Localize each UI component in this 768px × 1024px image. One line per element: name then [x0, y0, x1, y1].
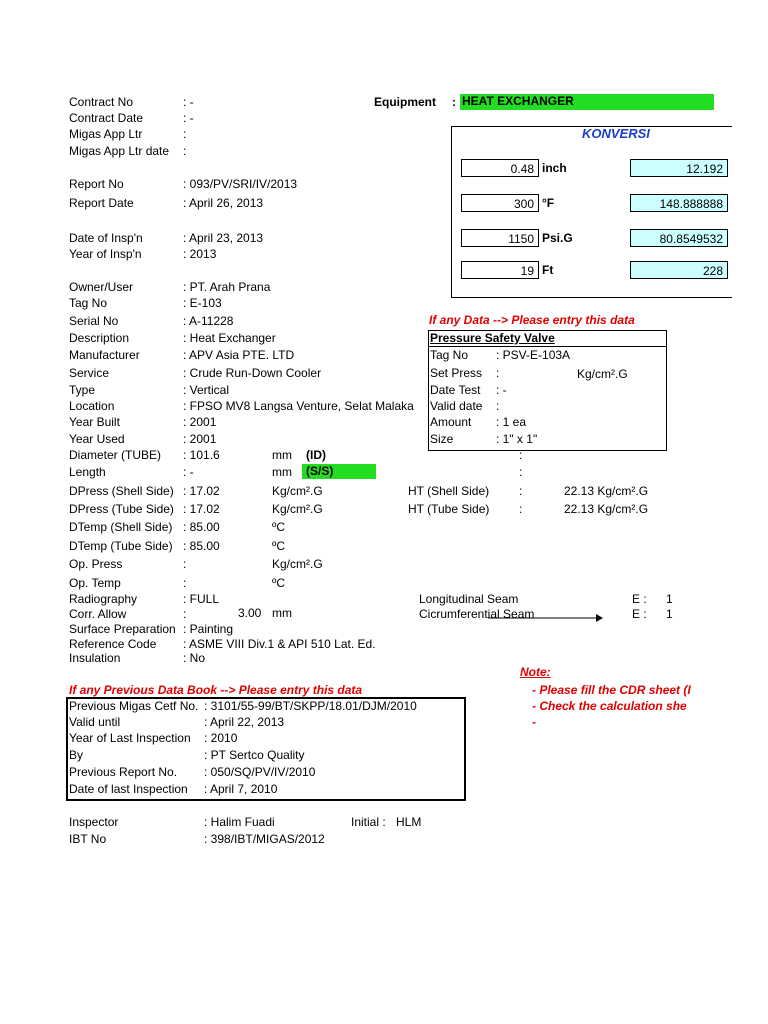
field-label: Length	[69, 465, 106, 479]
konversi-unit: Psi.G	[542, 231, 573, 245]
field-label: DPress (Shell Side)	[69, 484, 174, 498]
konversi-input[interactable]: 0.48	[461, 159, 539, 177]
field-label: Diameter (TUBE)	[69, 448, 162, 462]
field-label: Reference Code	[69, 637, 157, 651]
psv-value: : 1" x 1"	[496, 432, 538, 446]
konversi-unit: Ft	[542, 263, 554, 277]
psv-value: : PSV-E-103A	[496, 348, 571, 362]
psv-label: Set Press	[430, 366, 483, 380]
previous-value: : April 22, 2013	[204, 715, 285, 729]
konversi-input[interactable]: 300	[461, 194, 539, 212]
field-label: DTemp (Tube Side)	[69, 539, 173, 553]
field-value: : 85.00	[183, 539, 220, 553]
inspector-value: : Halim Fuadi	[204, 815, 275, 829]
previous-value: : 2010	[204, 731, 238, 745]
field-label: Tag No	[69, 296, 108, 310]
field-value: :	[183, 127, 187, 141]
psv-value: : 1 ea	[496, 415, 527, 429]
circumferential-seam-e: E :	[632, 607, 647, 621]
field-label: Service	[69, 366, 110, 380]
unit-dtemp-tube: ºC	[272, 539, 286, 553]
psv-set-press-unit: Kg/cm².G	[577, 367, 628, 381]
previous-label: Date of last Inspection	[69, 782, 188, 796]
note-item-3: -	[532, 715, 536, 729]
previous-label: Previous Report No.	[69, 765, 178, 779]
previous-value: : 050/SQ/PV/IV/2010	[204, 765, 316, 779]
previous-label: Previous Migas Cetf No.	[69, 699, 199, 713]
circumferential-seam-value: 1	[666, 607, 673, 621]
field-value: : No	[183, 651, 206, 665]
field-label: Date of Insp'n	[69, 231, 143, 245]
longitudinal-seam-value: 1	[666, 592, 673, 606]
konversi-title: KONVERSI	[582, 126, 650, 141]
field-value: :	[183, 144, 187, 158]
field-label: Migas App Ltr date	[69, 144, 170, 158]
previous-label: By	[69, 748, 84, 762]
field-label: Owner/User	[69, 280, 134, 294]
ht-tube-sep: :	[519, 502, 523, 516]
ht-shell-label: HT (Shell Side)	[408, 484, 490, 498]
field-label: Op. Press	[69, 557, 123, 571]
previous-label: Valid until	[69, 715, 121, 729]
circumferential-seam-label: Cicrumferential Seam	[419, 607, 535, 621]
field-value: : A-11228	[183, 314, 234, 328]
previous-value: : 3101/55-99/BT/SKPP/18.01/DJM/2010	[204, 699, 417, 713]
previous-value: : April 7, 2010	[204, 782, 278, 796]
field-value: : 2013	[183, 247, 217, 261]
field-label: Location	[69, 399, 115, 413]
field-label: Type	[69, 383, 96, 397]
field-label: Insulation	[69, 651, 121, 665]
field-value: : Painting	[183, 622, 234, 636]
ht-shell-value: 22.13 Kg/cm².G	[564, 484, 649, 498]
field-value: : APV Asia PTE. LTD	[183, 348, 295, 362]
unit-dpress-shell: Kg/cm².G	[272, 484, 323, 498]
field-value: :	[183, 607, 187, 621]
unit-op-press: Kg/cm².G	[272, 557, 323, 571]
konversi-output: 228	[630, 261, 728, 279]
psv-label: Amount	[430, 415, 472, 429]
field-value: : 2001	[183, 415, 217, 429]
field-label: Corr. Allow	[69, 607, 127, 621]
field-value: : Crude Run-Down Cooler	[183, 366, 322, 380]
arrow-right-icon	[488, 612, 604, 624]
psv-value: : -	[496, 383, 507, 397]
field-value: : 093/PV/SRI/IV/2013	[183, 177, 298, 191]
field-label: Report Date	[69, 196, 134, 210]
previous-value: : PT Sertco Quality	[204, 748, 305, 762]
field-value: : April 23, 2013	[183, 231, 264, 245]
field-value: : 2001	[183, 432, 217, 446]
unit-op-temp: ºC	[272, 576, 286, 590]
field-label: Year Used	[69, 432, 125, 446]
field-label: Op. Temp	[69, 576, 121, 590]
note-title: Note:	[520, 665, 551, 679]
field-label: DTemp (Shell Side)	[69, 520, 173, 534]
field-label: Contract Date	[69, 111, 144, 125]
field-value: : 17.02	[183, 502, 220, 516]
konversi-input[interactable]: 1150	[461, 229, 539, 247]
ht-shell-sep: :	[519, 484, 523, 498]
field-value: : PT. Arah Prana	[183, 280, 271, 294]
ht-tube-label: HT (Tube Side)	[408, 502, 490, 516]
psv-label: Tag No	[430, 348, 469, 362]
konversi-output: 148.888888	[630, 194, 728, 212]
psv-label: Valid date	[430, 399, 483, 413]
konversi-output: 80.8549532	[630, 229, 728, 247]
field-label: Radiography	[69, 592, 138, 606]
inspector-label: Inspector	[69, 815, 119, 829]
field-value: : -	[183, 465, 194, 479]
konversi-unit: °F	[542, 196, 555, 210]
field-label: Report No	[69, 177, 124, 191]
ht-colon-a: :	[519, 448, 523, 462]
field-value: : 85.00	[183, 520, 220, 534]
field-value: : 17.02	[183, 484, 220, 498]
psv-divider	[428, 346, 667, 347]
equipment-value: HEAT EXCHANGER	[460, 94, 714, 110]
field-value: :	[183, 576, 187, 590]
unit-length: mm	[272, 465, 292, 479]
field-label: DPress (Tube Side)	[69, 502, 174, 516]
unit-ss: (S/S)	[302, 464, 376, 479]
ht-colon-b: :	[519, 465, 523, 479]
field-label: Serial No	[69, 314, 119, 328]
field-value: : -	[183, 111, 194, 125]
konversi-unit: inch	[542, 161, 567, 175]
psv-label: Size	[430, 432, 454, 446]
ht-tube-value: 22.13 Kg/cm².G	[564, 502, 649, 516]
field-label: Year of Insp'n	[69, 247, 142, 261]
field-label: Year Built	[69, 415, 120, 429]
psv-value: :	[496, 366, 500, 380]
field-label: Manufacturer	[69, 348, 140, 362]
initial-label: Initial :	[351, 815, 386, 829]
konversi-output: 12.192	[630, 159, 728, 177]
psv-note: If any Data --> Please entry this data	[429, 313, 635, 327]
field-value: : Heat Exchanger	[183, 331, 276, 345]
unit-diameter: mm	[272, 448, 292, 462]
corr-allow-value: 3.00	[238, 606, 262, 620]
field-value: : FPSO MV8 Langsa Venture, Selat Malaka	[183, 399, 414, 413]
field-label: Contract No	[69, 95, 134, 109]
unit-dpress-tube: Kg/cm².G	[272, 502, 323, 516]
ibt-label: IBT No	[69, 832, 107, 846]
equipment-separator: :	[452, 95, 456, 109]
note-item-2: - Check the calculation she	[532, 699, 687, 713]
unit-dtemp-shell: ºC	[272, 520, 286, 534]
previous-note: If any Previous Data Book --> Please entry this data	[69, 683, 363, 697]
field-value: :	[183, 557, 187, 571]
ibt-value: : 398/IBT/MIGAS/2012	[204, 832, 325, 846]
unit-id: (ID)	[306, 448, 326, 462]
field-value: : April 26, 2013	[183, 196, 264, 210]
longitudinal-seam-label: Longitudinal Seam	[419, 592, 519, 606]
field-value: : E-103	[183, 296, 222, 310]
equipment-label: Equipment	[374, 95, 436, 109]
field-value: : Vertical	[183, 383, 230, 397]
longitudinal-seam-e: E :	[632, 592, 647, 606]
initial-value: HLM	[396, 815, 422, 829]
note-item-1: - Please fill the CDR sheet (I	[532, 683, 691, 697]
field-value: : 101.6	[183, 448, 220, 462]
psv-label: Date Test	[430, 383, 481, 397]
corr-allow-unit: mm	[272, 606, 292, 620]
field-value: : ASME VIII Div.1 & API 510 Lat. Ed.	[183, 637, 376, 651]
field-label: Description	[69, 331, 130, 345]
psv-title: Pressure Safety Valve	[430, 331, 555, 345]
field-label: Surface Preparation	[69, 622, 176, 636]
previous-label: Year of Last Inspection	[69, 731, 191, 745]
konversi-input[interactable]: 19	[461, 261, 539, 279]
field-value: : -	[183, 95, 194, 109]
psv-value: :	[496, 399, 500, 413]
field-label: Migas App Ltr	[69, 127, 143, 141]
field-value: : FULL	[183, 592, 220, 606]
